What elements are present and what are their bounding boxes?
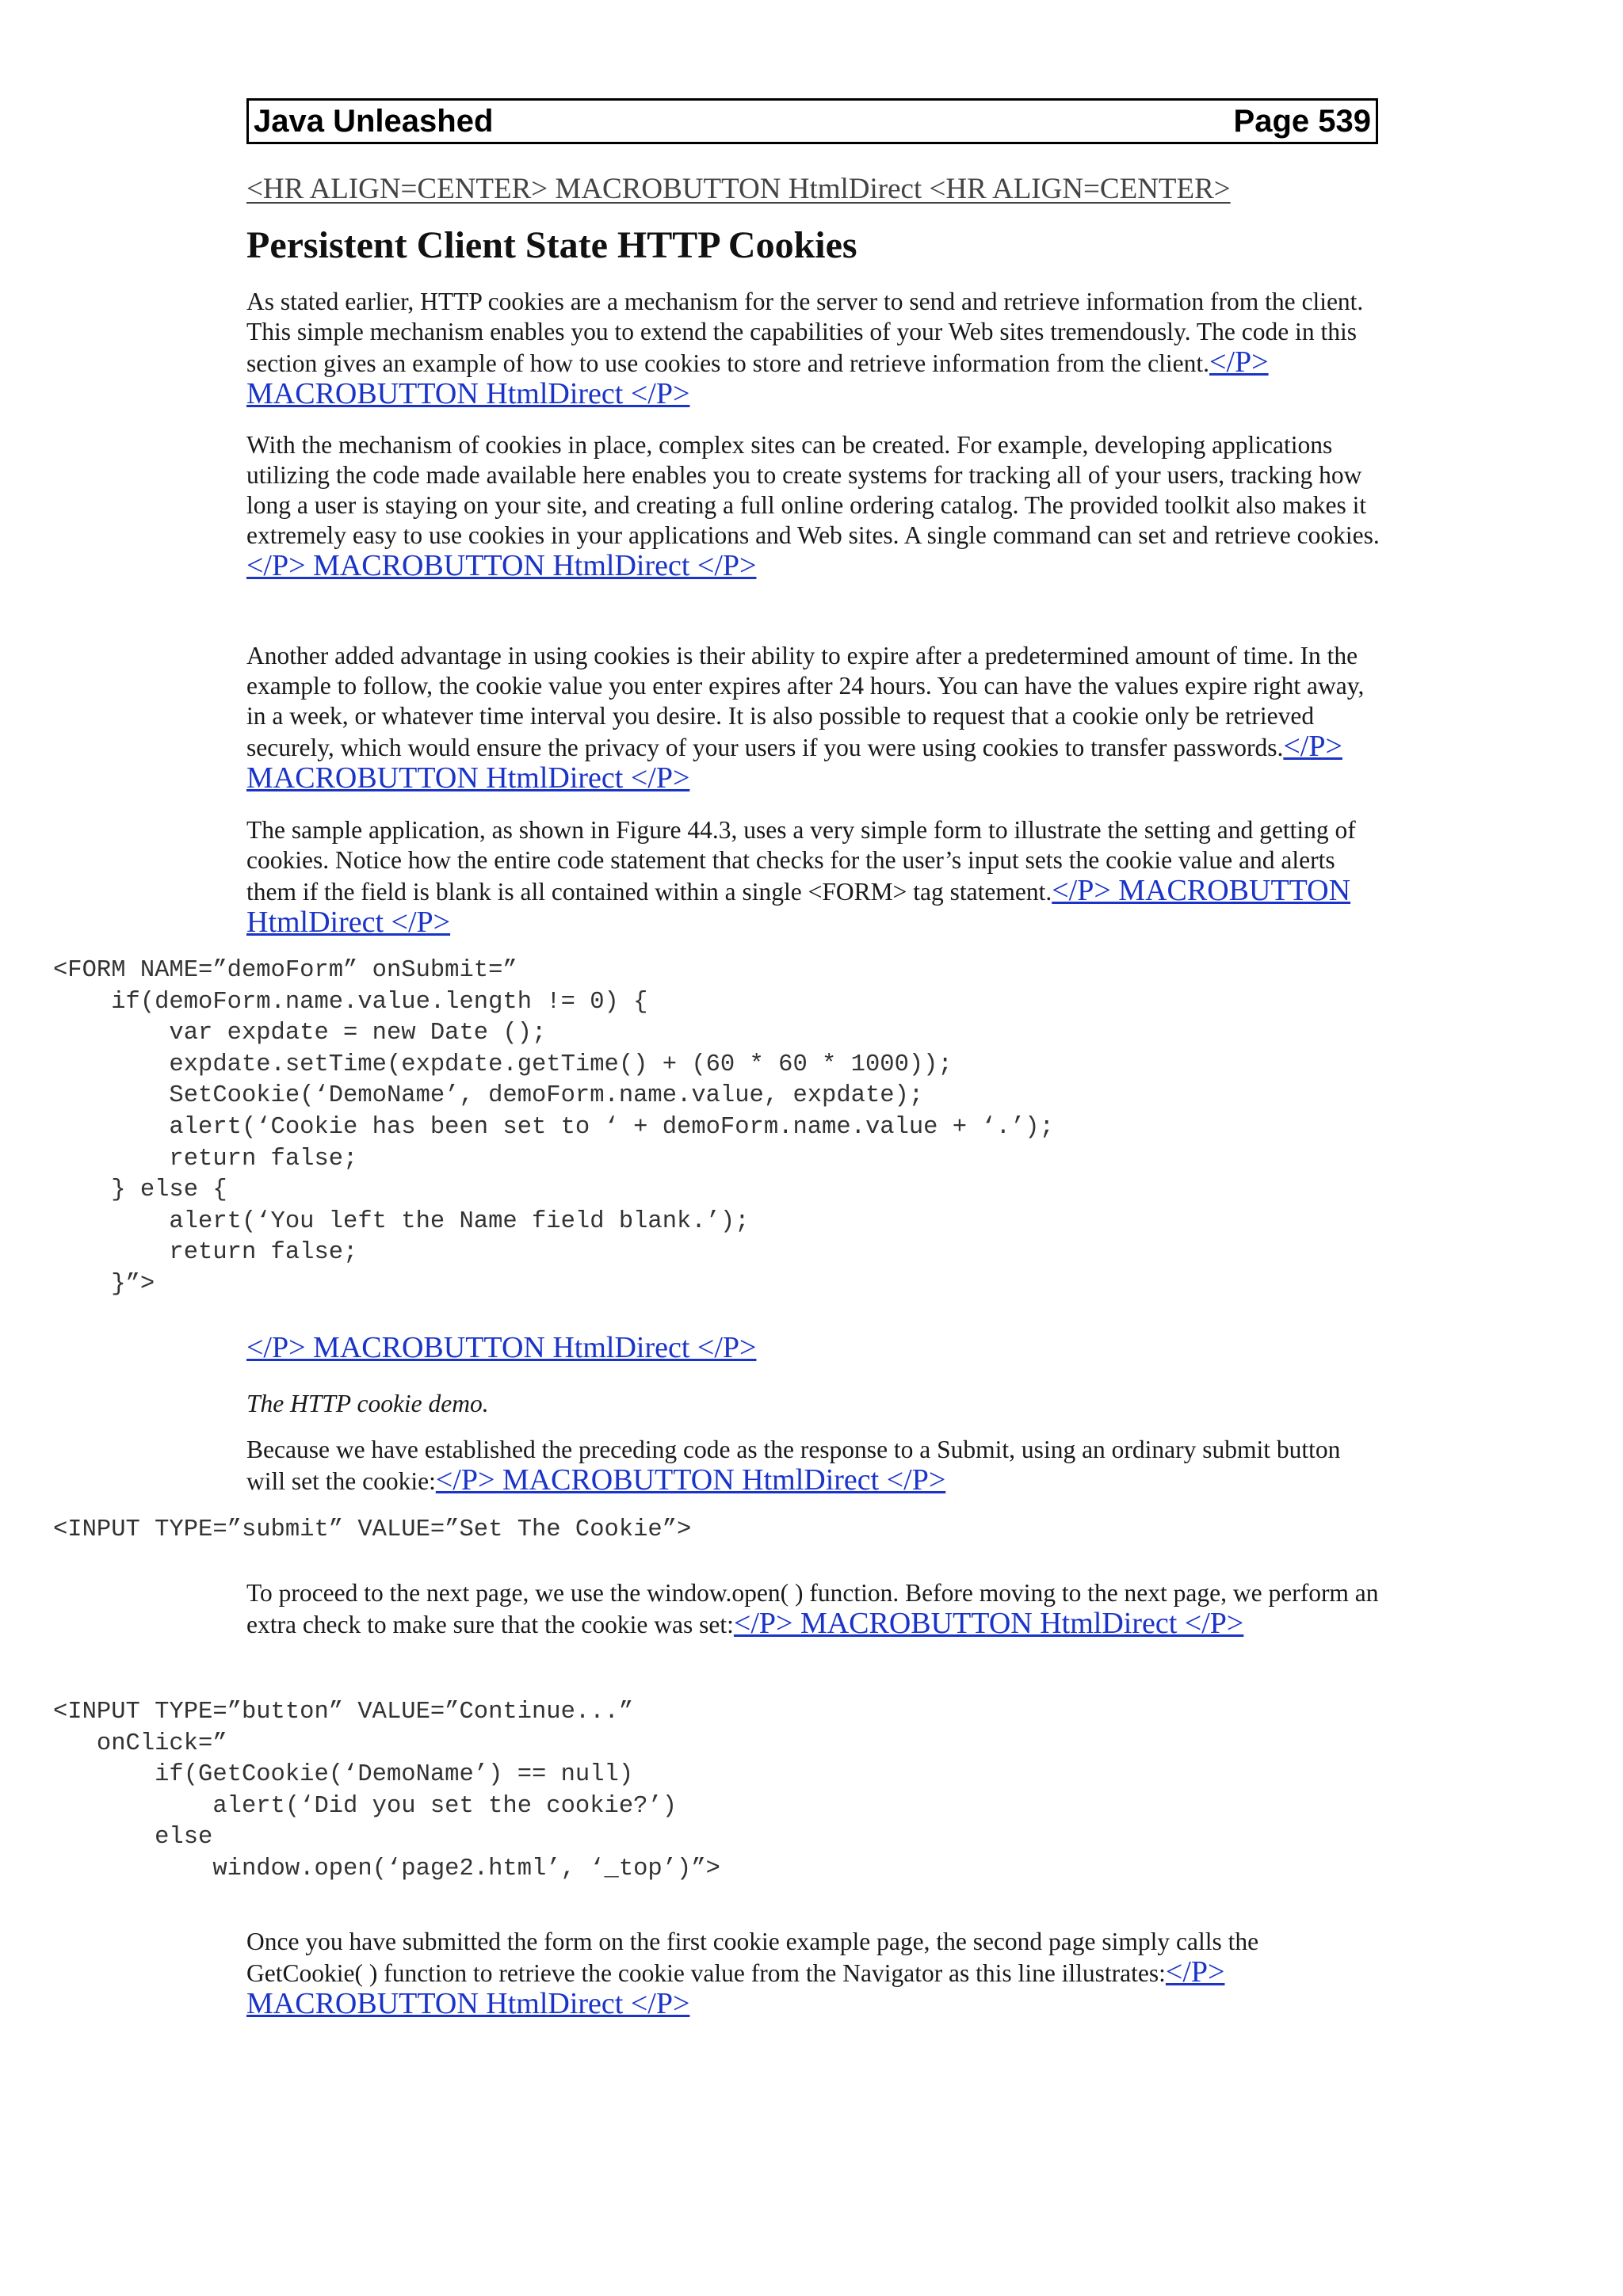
macro-link[interactable]: </P> MACROBUTTON HtmlDirect </P>	[733, 1607, 1244, 1640]
paragraph: Because we have established the preceding code as the response to a Submit, using an ordinary submit button will set the cookie:</P> MACROBUTTON HtmlDirect </P>	[246, 1436, 1341, 1497]
section-title: Persistent Client State HTTP Cookies	[246, 224, 857, 266]
macro-link[interactable]: </P> MACROBUTTON HtmlDirect </P>	[246, 730, 1342, 795]
paragraph: With the mechanism of cookies in place, complex sites can be created. For example, developing applications utilizing the code made available here enables you to create systems for tracking all of your users, tracking how long a user is staying on your site, and creating a full online ordering catalog. The provided toolkit also makes it extremely easy to use cookies in your applications and Web sites. A single command can set and retrieve cookies.</P> MACROBUTTON HtmlDirect </P>	[246, 431, 1380, 582]
code-block-continue: <INPUT TYPE=”button” VALUE=”Continue...” onClick=” if(GetCookie(‘DemoName’) == null) alert(‘Did you set the cookie?’) else window.open(‘page2.html’, ‘_top’)”>	[53, 1699, 720, 1882]
macro-link[interactable]: </P> MACROBUTTON HtmlDirect </P>	[246, 874, 1351, 939]
paragraph: The sample application, as shown in Figure 44.3, uses a very simple form to illustrate the setting and getting of cookies. Notice how the entire code statement that checks for the user’s input sets the cookie value and alerts them if the field is blank is all contained within a single <FORM> tag statement.</P> MACROBUTTON HtmlDirect </P>	[246, 816, 1356, 939]
macro-link[interactable]: </P> MACROBUTTON HtmlDirect </P>	[246, 1331, 757, 1364]
book-title: Java Unleashed	[254, 103, 494, 139]
paragraph: Once you have submitted the form on the first cookie example page, the second page simply calls the GetCookie( ) function to retrieve the cookie value from the Navigator as this line illustrates:</P> MACROBUTTON HtmlDirect </P>	[246, 1928, 1259, 2020]
paragraph	[246, 1333, 1380, 1364]
hr-macro-line: <HR ALIGN=CENTER> MACROBUTTON HtmlDirect <HR ALIGN=CENTER>	[246, 173, 1231, 205]
macro-link[interactable]: </P> MACROBUTTON HtmlDirect </P>	[435, 1463, 946, 1497]
macro-link[interactable]: </P> MACROBUTTON HtmlDirect </P>	[246, 1955, 1225, 2020]
code-block-form: <FORM NAME=”demoForm” onSubmit=” if(demoForm.name.value.length != 0) { var expdate = new Date (); expdate.setTime(expdate.getTime() + (60 * 60 * 1000)); SetCookie(‘DemoName’, demoForm.name.value, expdate); alert(‘Cookie has been set to ‘ + demoForm.name.value + ‘.’); return false; } else { alert(‘You left the Name field blank.’); return false; }”>	[53, 957, 1054, 1298]
paragraph: As stated earlier, HTTP cookies are a mechanism for the server to send and retrieve information from the client. This simple mechanism enables you to extend the capabilities of your Web sites tremendously. The code in this section gives an example of how to use cookies to store and retrieve information from the client.</P> MACROBUTTON HtmlDirect </P>	[246, 288, 1364, 410]
figure-caption: The HTTP cookie demo.	[246, 1390, 489, 1417]
paragraph: Another added advantage in using cookies is their ability to expire after a predetermined amount of time. In the example to follow, the cookie value you enter expires after 24 hours. You can have the values expire right away, in a week, or whatever time interval you desire. It is also possible to request that a cookie only be retrieved securely, which would ensure the privacy of your users if you were using cookies to transfer passwords.</P> MACROBUTTON HtmlDirect </P>	[246, 642, 1365, 795]
code-block-submit: <INPUT TYPE=”submit” VALUE=”Set The Cookie”>	[53, 1516, 692, 1543]
page-number: Page 539	[1233, 103, 1371, 139]
paragraph: To proceed to the next page, we use the window.open( ) function. Before moving to the next page, we perform an extra check to make sure that the cookie was set:</P> MACROBUTTON HtmlDirect </P>	[246, 1579, 1379, 1640]
page-header	[246, 98, 1378, 144]
macro-link[interactable]: </P> MACROBUTTON HtmlDirect </P>	[246, 549, 757, 582]
macro-link[interactable]: </P> MACROBUTTON HtmlDirect </P>	[246, 345, 1269, 410]
